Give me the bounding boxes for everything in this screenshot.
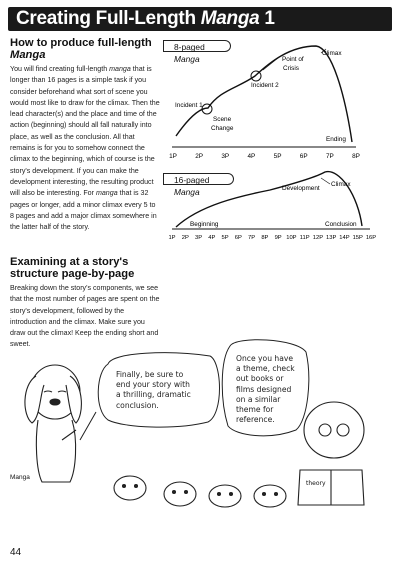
annot-scene-change-2: Change — [211, 125, 234, 132]
annot-incident2: Incident 2 — [251, 82, 279, 89]
tick-label: 10P — [286, 235, 297, 241]
climax16-pointer — [321, 178, 330, 184]
tick-label: 5P — [221, 235, 229, 241]
annot-incident1: Incident 1 — [175, 102, 203, 109]
p1-seg1: manga — [109, 65, 131, 73]
bubble-right-line-2: a theme, check — [236, 364, 295, 374]
chart8-label-b: Manga — [174, 54, 200, 64]
tick-label: 1P — [169, 153, 177, 160]
tick-label: 4P — [247, 153, 256, 160]
crisis-pointer — [263, 58, 278, 70]
chart16-ticks — [168, 235, 376, 241]
tick-label: 4P — [208, 235, 216, 241]
tick-label: 5P — [273, 153, 282, 160]
tick-label: 12P — [312, 235, 324, 241]
tick-label: 13P — [326, 235, 337, 241]
tick-label: 1P — [168, 235, 176, 241]
annot-development: Development — [282, 185, 320, 192]
chart8-ticks — [169, 153, 360, 160]
bubble-left-line-2: end your story with — [116, 380, 190, 390]
bubble-left-line-3: a thrilling, dramatic — [116, 390, 191, 400]
tick-label: 11P — [299, 235, 310, 241]
dog-body-icon — [36, 420, 75, 482]
p1-seg4: that is 32 pages or longer, add a minor climax every 5 to 8 pages and add a major climax somewhere in the latter half of the story. — [10, 189, 157, 232]
bubble-left-text — [116, 370, 220, 411]
chart16-label-b: Manga — [174, 187, 200, 197]
bubble-left-line-4: conclusion. — [116, 400, 159, 410]
annot-ending: Ending — [326, 136, 346, 143]
annot-scene-change-1: Scene — [213, 116, 232, 123]
bubble-right-text — [236, 354, 308, 425]
tick-label: 3P — [194, 235, 203, 241]
heading2-line-2: structure page-by-page — [10, 268, 135, 280]
book-label-theory: theory — [306, 480, 326, 487]
title-tail: 1 — [259, 8, 275, 29]
chart16-label — [163, 173, 234, 197]
dog-ear-icon — [25, 376, 44, 423]
page-number: 44 — [10, 547, 22, 558]
annot-conclusion: Conclusion — [325, 221, 357, 228]
tick-label: 2P — [181, 235, 189, 241]
tick-label: 6P — [234, 235, 242, 241]
heading-line-1: How to produce full-length — [10, 37, 152, 49]
heading-line-2: Manga — [10, 49, 46, 61]
bubble-right-line-6: theme for — [236, 405, 274, 415]
tick-label: 3P — [221, 153, 230, 160]
annot-crisis-1: Point of — [282, 56, 304, 63]
tick-label: 16P — [365, 235, 377, 241]
bubble-right-line-5: on a similar — [236, 394, 281, 404]
heading2-line-1: Examining at a story's — [10, 256, 129, 268]
annot-climax16: Climax — [331, 181, 351, 188]
annot-crisis-2: Crisis — [283, 65, 299, 72]
bubble-right-line-3: out books or — [236, 374, 284, 384]
title-main: Creating Full-Length — [16, 8, 201, 29]
annot-climax8: Climax — [322, 50, 342, 57]
tick-label: 2P — [195, 153, 204, 160]
p1-seg0: You will find creating full-length — [10, 65, 110, 73]
critter-icon-3 — [209, 485, 241, 507]
dog-nose-icon — [50, 399, 60, 405]
tick-label: 8P — [352, 153, 360, 160]
bubble-left-line-1: Finally, be sure to — [116, 370, 184, 379]
tick-label: 7P — [248, 235, 256, 241]
tick-label: 14P — [339, 235, 350, 241]
body-paragraph-structure: Breaking down the story's components, we see that the most number of pages are spent on the story's development, followed by the introduction and the climax. Make sure you draw out the climax! Keep the ending short and sweet. — [10, 284, 160, 349]
tick-label: 6P — [299, 153, 308, 160]
annot-beginning: Beginning — [190, 221, 219, 228]
p1-seg2: that is longer than 16 pages is a simple task if you consider beforehand what sort of scene you would most like to draw for the climax. Then the lead character(s) and the place and time of the action (beginning) should all fall naturally into place, as well as the conclusion. All that remains is for you to somehow connect the climax to the beginning, which of course is the story's development. If you can make the development interesting, the resulting product will also be interesting. For — [10, 65, 160, 198]
bubble-right-line-1: Once you have — [236, 354, 294, 363]
chart16-label-a: 16-paged — [174, 175, 210, 185]
bubble-right-line-7: reference. — [236, 415, 275, 425]
tick-label: 8P — [261, 235, 269, 241]
book-label-manga: Manga — [10, 474, 30, 481]
professor-dog-icon — [304, 402, 364, 458]
title-em: Manga — [200, 8, 260, 29]
tick-label: 9P — [274, 235, 282, 241]
p1-seg3: manga — [95, 189, 118, 198]
critter-icon-2 — [164, 482, 196, 506]
critter-icon-1 — [114, 476, 146, 500]
chart8-curve — [176, 46, 352, 142]
critter-icon-4 — [254, 485, 286, 507]
bubble-right-line-4: films designed — [236, 384, 292, 394]
chart8-label-a: 8-paged — [174, 42, 205, 52]
tick-label: 15P — [352, 235, 363, 241]
tick-label: 7P — [325, 153, 334, 160]
